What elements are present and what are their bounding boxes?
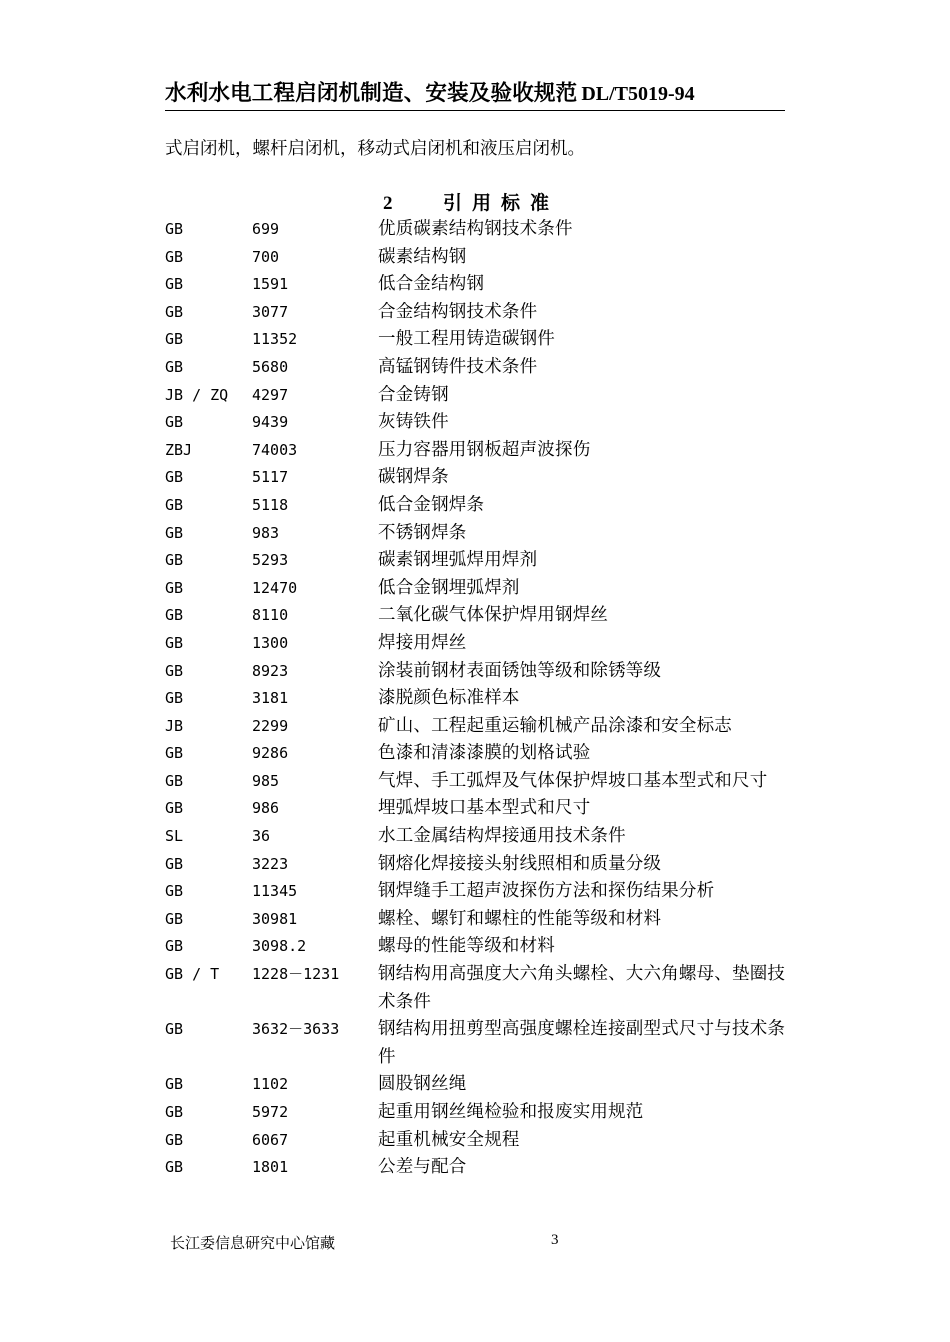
reference-title: 矿山、工程起重运输机械产品涂漆和安全标志	[378, 715, 732, 736]
reference-prefix: JB / ZQ	[165, 385, 229, 404]
reference-prefix: GB	[165, 799, 184, 818]
reference-prefix: GB	[165, 771, 184, 790]
reference-prefix: GB	[165, 854, 184, 873]
reference-number: 1801	[252, 1158, 289, 1177]
reference-prefix: GB	[165, 1158, 184, 1177]
reference-prefix: JB	[165, 716, 184, 735]
reference-number: 5118	[252, 495, 289, 514]
reference-number: 699	[252, 220, 280, 238]
reference-row	[165, 547, 790, 575]
reference-prefix: GB	[165, 220, 184, 238]
reference-title: 漆脱颜色标准样本	[378, 688, 520, 709]
reference-title: 压力容器用钢板超声波探伤	[378, 439, 591, 460]
reference-number: 986	[252, 799, 280, 818]
footer-source: 长江委信息研究中心馆藏	[170, 1234, 336, 1252]
reference-number: 11352	[252, 330, 298, 349]
reference-row	[165, 216, 790, 244]
reference-title: 钢焊缝手工超声波探伤方法和探伤结果分析	[378, 881, 715, 902]
reference-title: 起重用钢丝绳检验和报废实用规范	[378, 1102, 644, 1122]
reference-prefix: GB	[165, 937, 184, 956]
reference-number: 983	[252, 523, 280, 542]
reference-prefix: GB	[165, 330, 184, 349]
reference-number: 5117	[252, 468, 289, 487]
reference-title: 二氧化碳气体保护焊用钢焊丝	[378, 605, 609, 626]
reference-title: 碳钢焊条	[378, 467, 449, 488]
reference-prefix: GB	[165, 882, 184, 901]
reference-row	[165, 685, 790, 713]
reference-title: 螺母的性能等级和材料	[378, 936, 555, 957]
reference-prefix: GB	[165, 1075, 184, 1094]
reference-title: 合金铸钢	[378, 384, 449, 405]
reference-number: 1228－1231	[252, 965, 340, 984]
reference-number: 1102	[252, 1075, 289, 1094]
reference-number: 9286	[252, 744, 289, 763]
reference-row	[165, 961, 790, 1016]
reference-title: 一般工程用铸造碳钢件	[378, 329, 555, 350]
reference-row	[165, 713, 790, 741]
reference-prefix: GB	[165, 744, 184, 763]
reference-row	[165, 906, 790, 934]
reference-title: 低合金钢焊条	[378, 494, 485, 515]
reference-row	[165, 271, 790, 299]
section-title: 引用标准	[443, 192, 560, 214]
reference-title: 灰铸铁件	[378, 412, 449, 433]
reference-row	[165, 878, 790, 906]
reference-number: 5680	[252, 357, 289, 376]
reference-prefix: GB	[165, 468, 184, 487]
reference-row	[165, 575, 790, 603]
reference-number: 6067	[252, 1130, 289, 1149]
reference-number: 8923	[252, 661, 289, 680]
reference-number: 4297	[252, 385, 289, 404]
reference-title: 埋弧焊坡口基本型式和尺寸	[378, 798, 591, 819]
reference-number: 12470	[252, 578, 298, 597]
reference-prefix: GB	[165, 606, 184, 625]
reference-row	[165, 382, 790, 410]
page-header	[165, 76, 785, 111]
reference-row	[165, 933, 790, 961]
reference-prefix: GB	[165, 413, 184, 432]
reference-number: 3181	[252, 689, 289, 708]
reference-prefix: GB	[165, 1020, 184, 1039]
reference-title: 焊接用焊丝	[378, 632, 467, 653]
reference-title: 低合金钢埋弧焊剂	[378, 577, 520, 598]
reference-number: 1300	[252, 633, 289, 652]
reference-title: 水工金属结构焊接通用技术条件	[378, 826, 626, 847]
reference-prefix: GB	[165, 247, 184, 266]
reference-row	[165, 740, 790, 768]
reference-row	[165, 1071, 790, 1099]
reference-number: 1591	[252, 275, 289, 294]
reference-title: 优质碳素结构钢技术条件	[378, 219, 573, 239]
reference-number: 3632－3633	[252, 1020, 340, 1039]
reference-number: 5972	[252, 1103, 289, 1121]
reference-title: 低合金结构钢	[378, 274, 485, 295]
reference-title: 起重机械安全规程	[378, 1129, 520, 1150]
reference-title: 色漆和清漆漆膜的划格试验	[378, 743, 591, 764]
reference-prefix: GB	[165, 523, 184, 542]
reference-row	[165, 823, 790, 851]
reference-row	[165, 768, 790, 796]
reference-row	[165, 492, 790, 520]
reference-prefix: GB	[165, 578, 184, 597]
reference-prefix: GB	[165, 633, 184, 652]
reference-list	[165, 216, 790, 1182]
reference-row	[165, 602, 790, 630]
reference-number: 2299	[252, 716, 289, 735]
reference-row	[165, 658, 790, 686]
reference-prefix: GB	[165, 275, 184, 294]
reference-title: 钢结构用高强度大六角头螺栓、大六角螺母、垫圈技术条件	[378, 964, 786, 1012]
reference-row	[165, 1127, 790, 1155]
reference-row	[165, 244, 790, 272]
reference-row	[165, 464, 790, 492]
intro-text: 式启闭机，螺杆启闭机，移动式启闭机和液压启闭机。	[165, 139, 585, 159]
reference-title: 高锰钢铸件技术条件	[378, 356, 538, 377]
reference-row	[165, 1154, 790, 1182]
reference-prefix: GB / T	[165, 965, 220, 984]
reference-title: 合金结构钢技术条件	[378, 301, 538, 322]
reference-prefix: GB	[165, 1103, 184, 1121]
reference-prefix: GB	[165, 689, 184, 708]
reference-row	[165, 299, 790, 327]
reference-prefix: GB	[165, 909, 184, 928]
reference-number: 3077	[252, 302, 289, 321]
reference-number: 8110	[252, 606, 289, 625]
reference-title: 公差与配合	[378, 1157, 467, 1178]
reference-row	[165, 1016, 790, 1071]
reference-row	[165, 1099, 790, 1127]
reference-prefix: GB	[165, 661, 184, 680]
reference-prefix: GB	[165, 1130, 184, 1149]
reference-number: 11345	[252, 882, 298, 901]
reference-row	[165, 851, 790, 879]
reference-row	[165, 354, 790, 382]
reference-number: 74003	[252, 440, 298, 459]
reference-title: 涂装前钢材表面锈蚀等级和除锈等级	[378, 660, 662, 681]
reference-title: 碳素钢埋弧焊用焊剂	[378, 550, 538, 571]
reference-number: 5293	[252, 551, 289, 570]
reference-row	[165, 409, 790, 437]
reference-title: 碳素结构钢	[378, 246, 467, 267]
standard-code: DL/T5019-94	[581, 83, 695, 105]
reference-prefix: ZBJ	[165, 440, 193, 459]
reference-number: 3098.2	[252, 937, 307, 956]
document-title: 水利水电工程启闭机制造、安装及验收规范	[165, 81, 578, 106]
section-heading	[383, 188, 559, 215]
reference-row	[165, 795, 790, 823]
reference-title: 螺栓、螺钉和螺柱的性能等级和材料	[378, 908, 662, 929]
reference-prefix: SL	[165, 827, 184, 846]
reference-prefix: GB	[165, 495, 184, 514]
reference-title: 不锈钢焊条	[378, 522, 467, 543]
reference-number: 36	[252, 827, 271, 846]
reference-title: 圆股钢丝绳	[378, 1074, 467, 1095]
reference-row	[165, 326, 790, 354]
reference-row	[165, 520, 790, 548]
reference-title: 钢结构用扭剪型高强度螺栓连接副型式尺寸与技术条件	[378, 1019, 786, 1067]
reference-row	[165, 630, 790, 658]
reference-row	[165, 437, 790, 465]
section-number: 2	[383, 193, 393, 214]
reference-title: 钢熔化焊接接头射线照相和质量分级	[378, 853, 662, 874]
reference-number: 3223	[252, 854, 289, 873]
reference-number: 9439	[252, 413, 289, 432]
reference-number: 700	[252, 247, 280, 266]
reference-title: 气焊、手工弧焊及气体保护焊坡口基本型式和尺寸	[378, 770, 768, 791]
reference-prefix: GB	[165, 551, 184, 570]
reference-prefix: GB	[165, 357, 184, 376]
reference-number: 30981	[252, 909, 298, 928]
page-number: 3	[551, 1232, 559, 1248]
reference-prefix: GB	[165, 302, 184, 321]
reference-number: 985	[252, 771, 280, 790]
